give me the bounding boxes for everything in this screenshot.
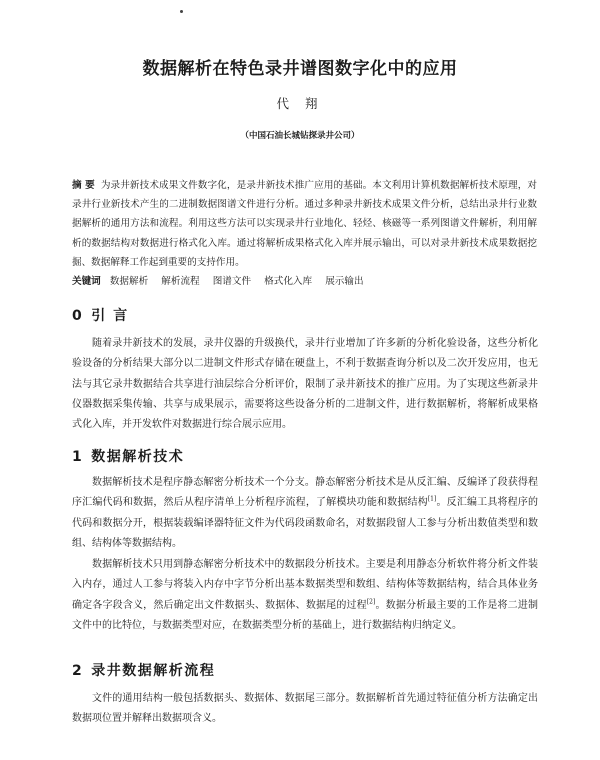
paper-title: 数据解析在特色录井谱图数字化中的应用	[142, 59, 458, 79]
citation: [1]	[427, 495, 437, 503]
keyword: 格式化入库	[264, 276, 313, 287]
author-name: 代 翔	[276, 96, 324, 111]
citation: [2]	[366, 598, 376, 606]
body-paragraph	[72, 473, 538, 554]
paragraph-text: 数据解析技术只用到静态解密分析技术中的数据段分析技术。主要是利用静态分析软件将分析文件装入内存，通过人工参与将装入内存中字节分析出基本数据类型和数组、结构体等数据结构，结合具体业务确定各字段含义，然后确定出文件数据头、数据体、数据尾的过程	[72, 559, 538, 611]
section-heading-parsing-flow	[72, 660, 215, 680]
section-number: 2	[72, 663, 84, 679]
section-title: 引 言	[91, 308, 129, 324]
section-number: 1	[72, 449, 84, 465]
body-paragraph	[72, 555, 538, 636]
author-affiliation: （中国石油长城钻探录井公司）	[240, 131, 360, 141]
keyword: 数据解析	[109, 276, 149, 287]
section-heading-data-parsing	[72, 446, 184, 466]
section-heading-intro	[72, 305, 129, 325]
keywords-label: 关键词	[72, 276, 101, 287]
section-title: 录井数据解析流程	[91, 663, 216, 679]
keyword: 图谱文件	[212, 276, 252, 287]
paragraph-text: 。反汇编工具将程序的代码和数据分开，根据装载编译器特征文件为代码段函数命名，对数据段留人工参与分析出数值类型和数组、结构体等数据结构。	[72, 497, 539, 549]
page-mark	[180, 10, 183, 13]
body-paragraph: 文件的通用结构一般包括数据头、数据体、数据尾三部分。数据解析首先通过特征值分析方法确定出数据项位置并解释出数据项含义。	[72, 693, 538, 725]
paragraph-text: 数据解析技术是程序静态解密分析技术一个分支。静态解密分析技术是从反汇编、反编译了段获得程序汇编代码和数据，然后从程序清单上分析程序流程，了解模块功能和数据结构	[72, 477, 538, 509]
paragraph-text: 。数据分析最主要的工作是将二进制文件中的比特位，与数据类型对应，在数据类型分析的基础上，进行数据结构归纳定义。	[72, 599, 539, 631]
intro-paragraph: 随着录井新技术的发展，录井仪器的升级换代，录井行业增加了许多新的分析化验设备，这些分析化验设备的分析结果大部分以二进制文件形式存储在硬盘上，不利于数据查询分析以及二次开发应用，也无法与其它录井数据结合共享进行油层综合分析评价，限制了录井新技术的推广应用。为了实现这些新录井仪器数据采集传输、共享与成果展示，需要将这些设备分析的二进制文件，进行数据解析，将解析成果格式化入库，并开发软件对数据进行综合展示应用。	[72, 338, 538, 431]
section-number: 0	[72, 308, 84, 324]
keywords	[72, 272, 537, 291]
keyword: 解析流程	[161, 276, 200, 287]
abstract-text: 为录井新技术成果文件数字化，是录井新技术推广应用的基础。本文利用计算机数据解析技术原理，对录井行业新技术产生的二进制数据图谱文件进行分析。通过多种录井新技术成果文件分析，总结出录井行业数据解析的通用方法和流程。利用这些方法可以实现录井行业地化、轻烃、核磁等一系列图谱文件解析，利用解析的数据结构对数据进行格式化入库。通过将解析成果格式化入库并展示输出，可以对录井新技术成果数据挖掘、数据解释工作起到重要的支持作用。	[72, 180, 538, 268]
keyword: 展示输出	[325, 276, 364, 287]
abstract-label: 摘 要	[72, 180, 95, 191]
section-title: 数据解析技术	[91, 449, 185, 465]
abstract	[72, 176, 537, 272]
